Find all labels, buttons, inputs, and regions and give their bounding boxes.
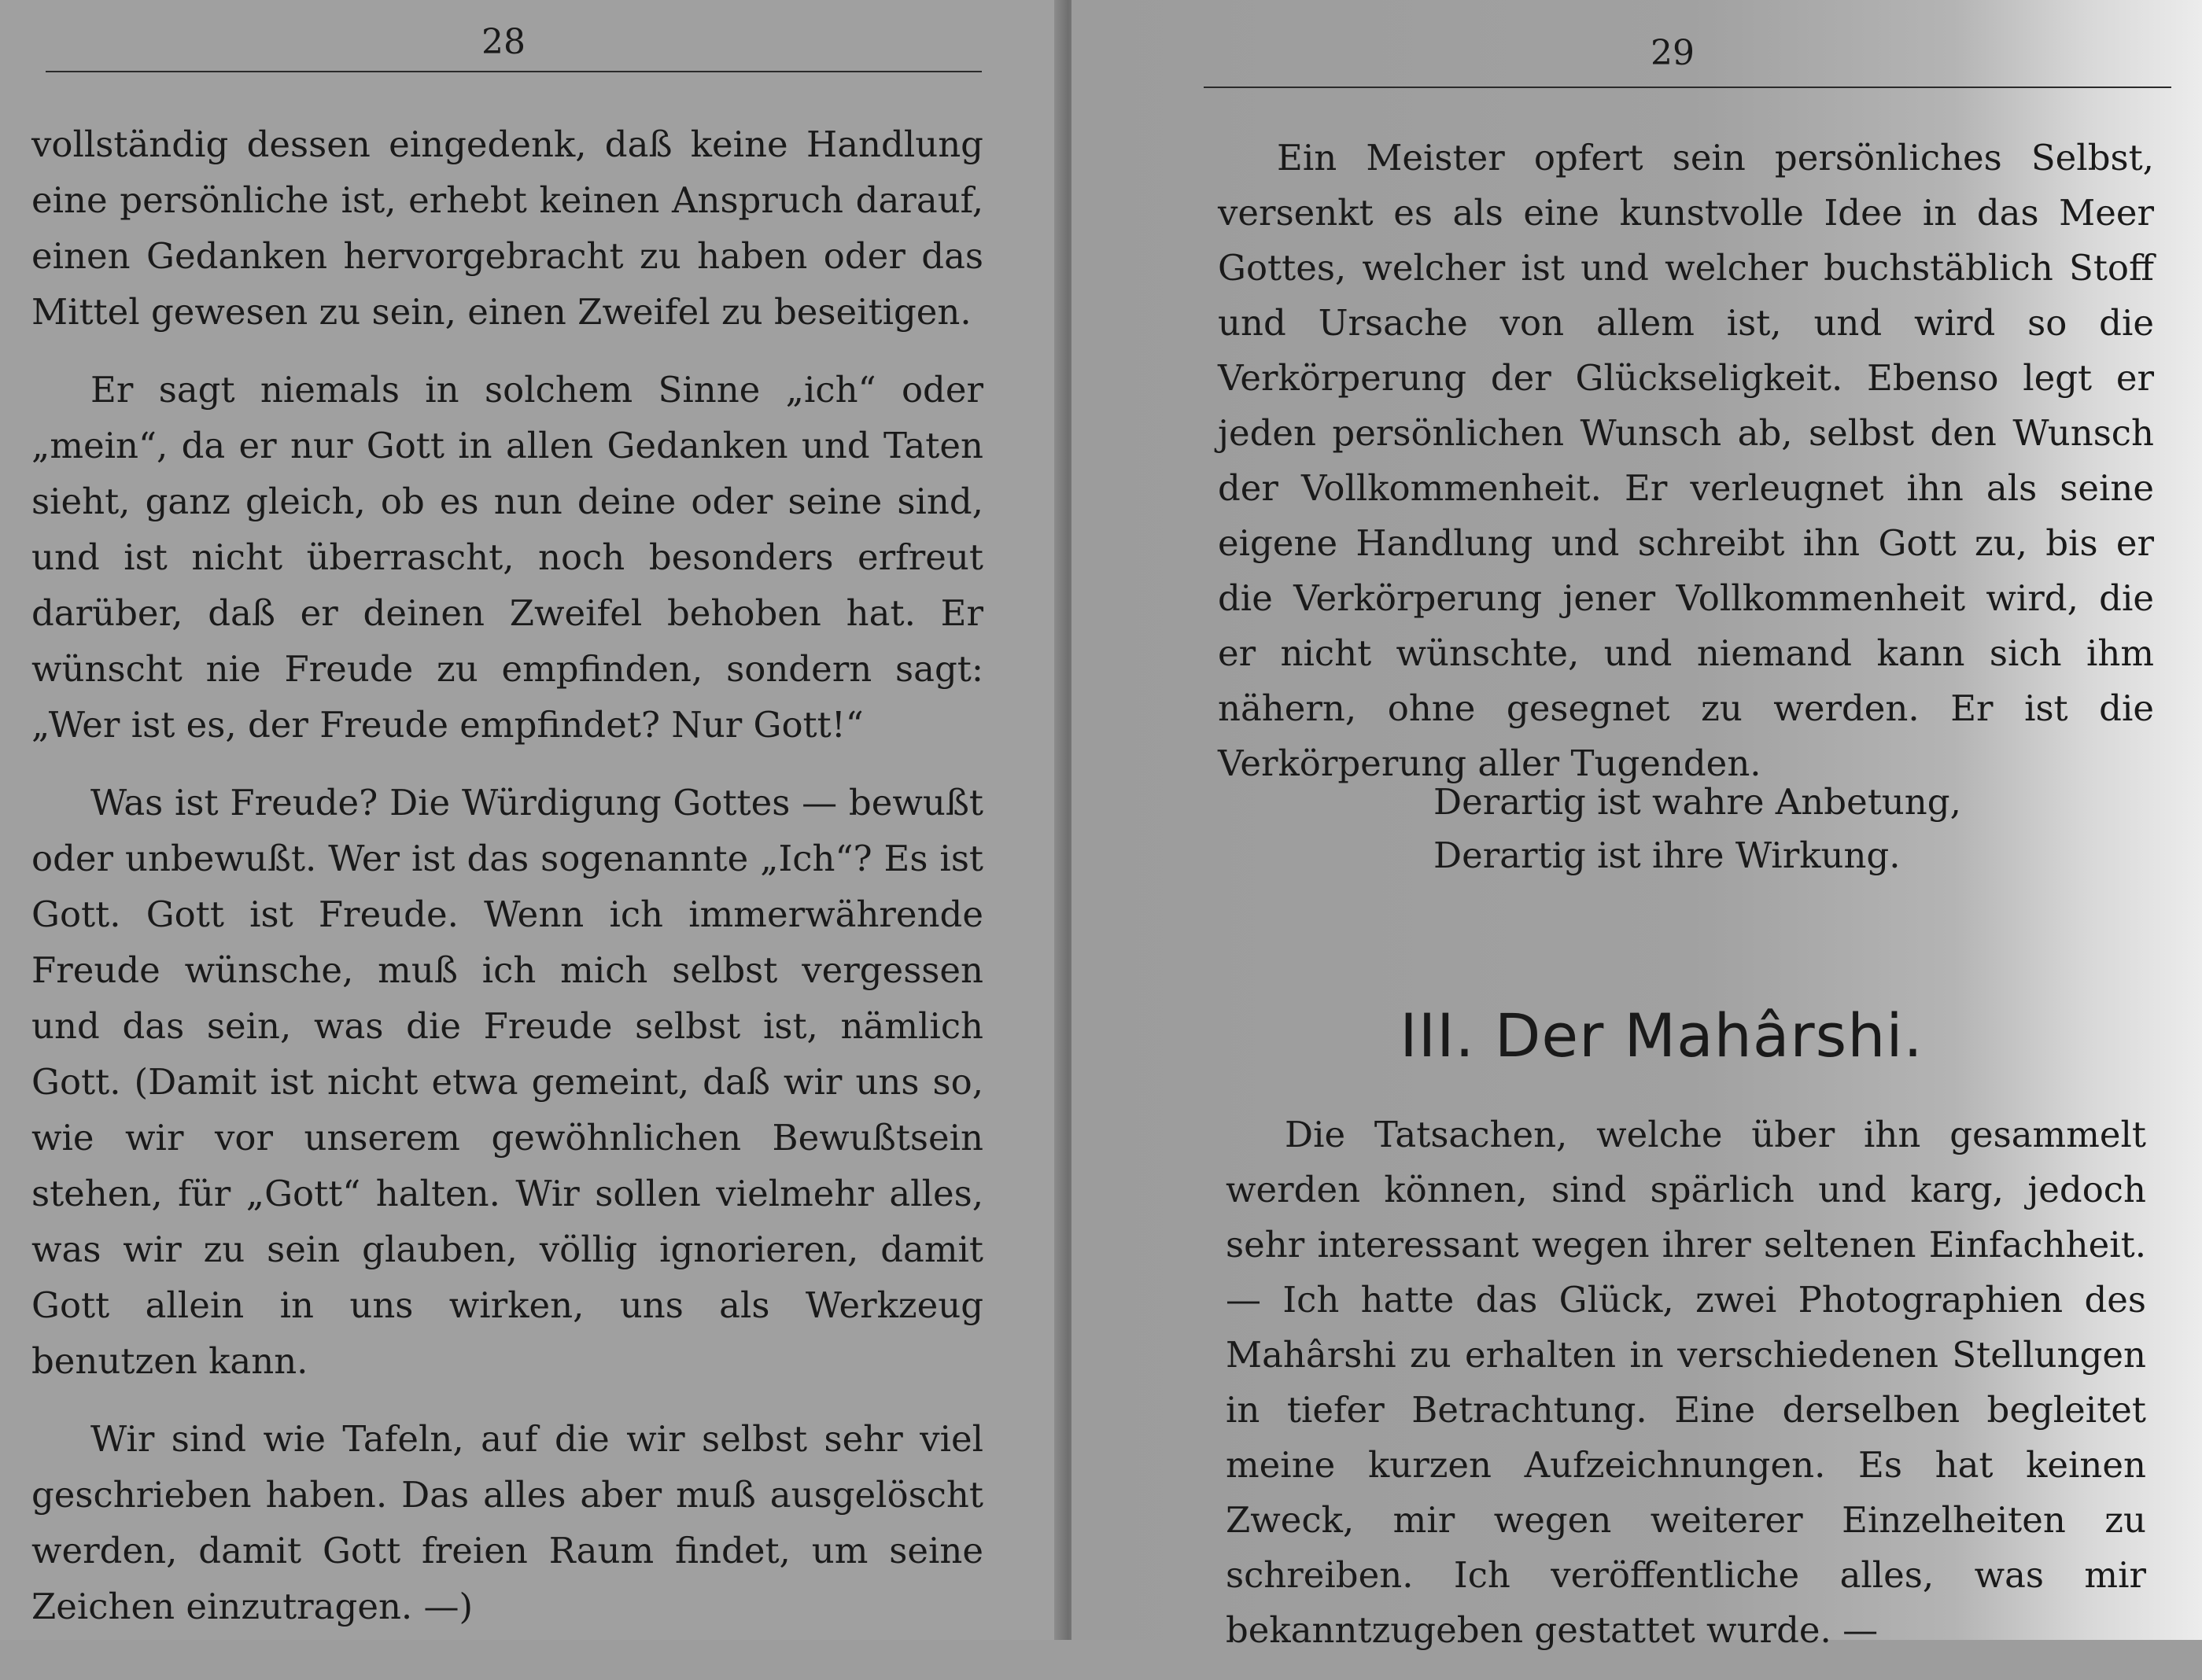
paragraph: Er sagt niemals in solchem Sinne „ich“ oder „mein“, da er nur Gott in allen Gedanken und Taten sieht, ganz gleich, ob es nun deine oder seine sind, und ist nicht überrascht, noch besonders erfreut darüber, daß er deinen Zweifel behoben hat. Er wünscht nie Freude zu empfinden, sondern sagt: „Wer ist es, der Freude empfindet? Nur Gott!“ <box>31 369 983 746</box>
section-text <box>1226 1107 2146 1680</box>
verse <box>1433 776 1961 882</box>
paragraph: Ein Meister opfert sein persönliches Selbst, versenkt es als eine kunstvolle Idee in das Meer Gottes, welcher ist und welcher buchstäblich Stoff und Ursache von allem ist, und wird so die Verkörperung der Glückseligkeit. Ebenso legt er jeden persönlichen Wunsch ab, selbst den Wunsch der Vollkommenheit. Er verleugnet ihn als seine eigene Handlung und schreibt ihn Gott zu, bis er die Verkörperung jener Vollkommenheit wird, die er nicht wünschte, und niemand kann sich ihm nähern, ohne gesegnet zu werden. Er ist die Verkörperung aller Tugenden. <box>1218 137 2154 784</box>
paragraph: Die Tatsachen, welche über ihn gesammelt werden können, sind spärlich und karg, jedoch sehr interessant wegen ihrer seltenen Einfachheit. — Ich hatte das Glück, zwei Photographien des Mahârshi zu erhalten in verschiedenen Stellungen in tiefer Betrachtung. Eine derselben begleitet meine kurzen Aufzeichnungen. Es hat keinen Zweck, mir wegen weiterer Einzelheiten zu schreiben. Ich veröffentliche alles, was mir bekanntzugeben gestattet wurde. — <box>1226 1114 2146 1651</box>
verse-line: Derartig ist ihre Wirkung. <box>1433 834 1901 876</box>
paragraph: Was ist Freude? Die Würdigung Gottes — bewußt oder unbewußt. Wer ist das sogenannte „Ich“? Es ist Gott. Gott ist Freude. Wenn ich immerwährende Freude wünsche, muß ich mich selbst vergessen und das sein, was die Freude selbst ist, nämlich Gott. (Damit ist nicht etwa gemeint, daß wir uns so, wie wir vor unserem gewöhnlichen Bewußtsein stehen, für „Gott“ halten. Wir sollen vielmehr alles, was wir zu sein glauben, völlig ignorieren, damit Gott allein in uns wirken, uns als Werkzeug benutzen kann. <box>31 782 983 1382</box>
header-rule <box>46 71 982 72</box>
paragraph: Wir sind wie Tafeln, auf die wir selbst sehr viel geschrieben haben. Das alles aber muß ausgelöscht werden, damit Gott freien Raum findet, um seine Zeichen einzutragen. —) <box>31 1418 983 1627</box>
section-heading: III. Der Mahârshi. <box>1400 1000 1924 1070</box>
header-rule <box>1204 87 2171 88</box>
paragraph: vollständig dessen eingedenk, daß keine Handlung eine persönliche ist, erhebt keinen Anspruch darauf, einen Gedanken hervorgebracht zu haben oder das Mittel gewesen zu sein, einen Zweifel zu beseitigen. <box>31 123 983 333</box>
left-page <box>0 0 1062 1640</box>
right-page-text <box>1218 131 2154 813</box>
page-number: 28 <box>481 22 526 62</box>
page-number: 29 <box>1651 33 1695 73</box>
verse-line: Derartig ist wahre Anbetung, <box>1433 781 1961 823</box>
left-page-text <box>31 116 983 1656</box>
right-page <box>1071 0 2202 1651</box>
